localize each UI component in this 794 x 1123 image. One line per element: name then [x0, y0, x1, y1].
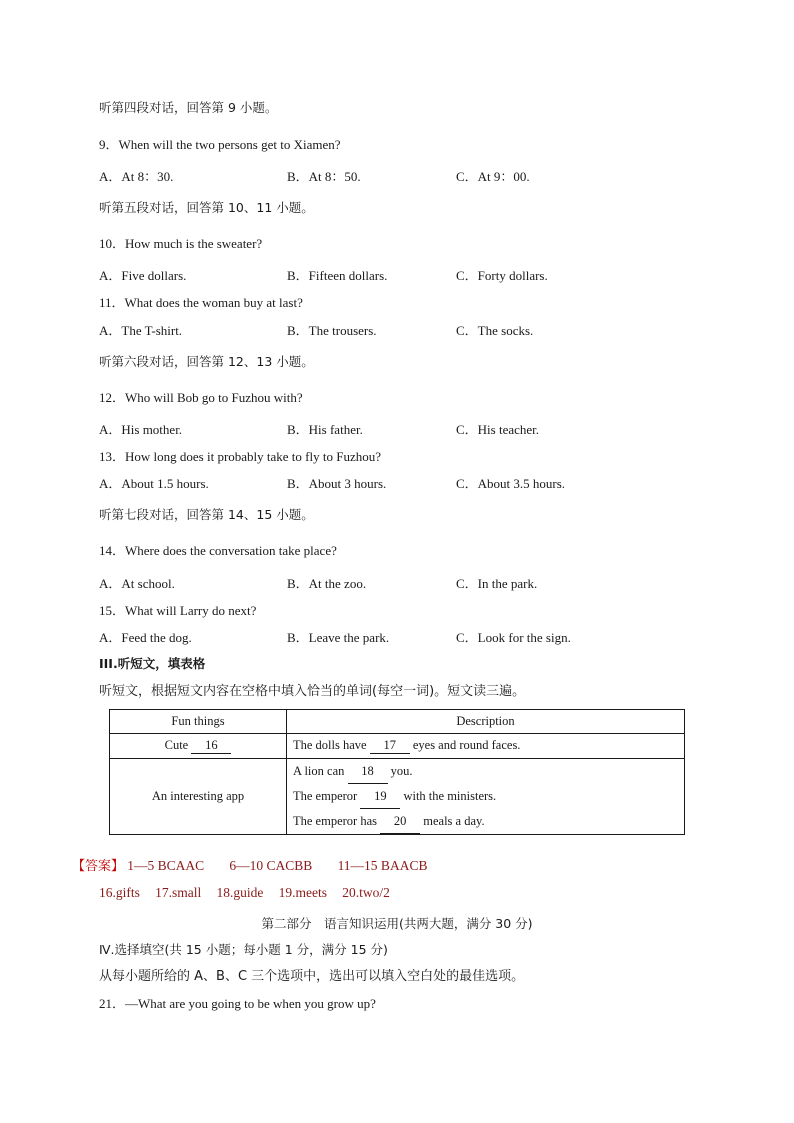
table-header-row [110, 710, 685, 734]
q10-option-a: A．Five dollars. [99, 268, 187, 283]
app-line-3-pre: The emperor has [293, 814, 377, 828]
q10-option-c: C．Forty dollars. [456, 268, 548, 283]
answer-16: 16.gifts [99, 885, 140, 900]
question-15: 15．What will Larry do next? [99, 603, 257, 618]
app-line-1 [293, 759, 678, 784]
table-row [110, 734, 685, 759]
dolls-text-post: eyes and round faces. [412, 738, 521, 752]
app-line-1-pre: A lion can [293, 764, 345, 778]
col-header-fun-things: Fun things [110, 710, 287, 734]
app-line-3-post: meals a day. [423, 814, 485, 828]
part4-instruction: 从每小题所给的 A、B、C 三个选项中，选出可以填入空白处的最佳选项。 [99, 969, 525, 984]
answer-20: 20.two/2 [342, 885, 390, 900]
q12-option-b: B．His father. [287, 422, 363, 437]
part2-title: 第二部分 语言知识运用(共两大题，满分 30 分) [261, 916, 533, 931]
part3-instruction: 听短文，根据短文内容在空格中填入恰当的单词(每空一词)。短文读三遍。 [99, 684, 526, 699]
cute-label: Cute [164, 738, 189, 752]
q13-option-b: B．About 3 hours. [287, 476, 387, 491]
q9-option-a: A．At 8：30. [99, 169, 174, 184]
q11-option-c: C．The socks. [456, 323, 534, 338]
blank-16: 16 [191, 738, 231, 754]
part3-title: III.听短文，填表格 [99, 656, 206, 671]
app-line-3 [293, 809, 678, 834]
question-21: 21．—What are you going to be when you grow up? [99, 996, 376, 1011]
question-10: 10．How much is the sweater? [99, 236, 263, 251]
q12-option-a: A．His mother. [99, 422, 183, 437]
q15-option-a: A．Feed the dog. [99, 630, 192, 645]
answer-17: 17.small [155, 885, 202, 900]
app-line-2 [293, 784, 678, 809]
q15-option-b: B．Leave the park. [287, 630, 390, 645]
blank-18: 18 [348, 759, 388, 784]
section-header-4: 听第四段对话，回答第 9 小题。 [99, 100, 278, 115]
section-header-5: 听第五段对话，回答第 10、11 小题。 [99, 200, 314, 215]
section-header-6: 听第六段对话，回答第 12、13 小题。 [99, 354, 314, 369]
blank-20: 20 [380, 809, 420, 834]
question-11: 11．What does the woman buy at last? [99, 295, 303, 310]
answer-18: 18.guide [216, 885, 264, 900]
q12-option-c: C．His teacher. [456, 422, 540, 437]
q10-option-b: B．Fifteen dollars. [287, 268, 388, 283]
q15-option-c: C．Look for the sign. [456, 630, 571, 645]
table-row [110, 759, 685, 835]
q14-option-b: B．At the zoo. [287, 576, 367, 591]
answer-group-1: 1—5 BCAAC [127, 858, 205, 873]
q9-option-c: C．At 9：00. [456, 169, 530, 184]
cell-app-description [287, 759, 685, 835]
blank-17: 17 [370, 738, 410, 754]
answer-line-1 [72, 858, 427, 875]
section-header-7: 听第七段对话，回答第 14、15 小题。 [99, 507, 314, 522]
question-9: 9．When will the two persons get to Xiamen? [99, 137, 341, 152]
app-line-1-post: you. [390, 764, 413, 778]
question-13: 13．How long does it probably take to fly to Fuzhou? [99, 449, 381, 464]
question-12: 12．Who will Bob go to Fuzhou with? [99, 390, 303, 405]
q11-option-b: B．The trousers. [287, 323, 377, 338]
answer-group-2: 6—10 CACBB [229, 858, 313, 873]
q9-option-b: B．At 8：50. [287, 169, 361, 184]
cell-interesting-app: An interesting app [110, 759, 287, 835]
answer-group-3: 11—15 BAACB [337, 858, 428, 873]
q13-option-a: A．About 1.5 hours. [99, 476, 209, 491]
app-line-2-pre: The emperor [293, 789, 358, 803]
app-line-2-post: with the ministers. [403, 789, 497, 803]
blank-19: 19 [360, 784, 400, 809]
q11-option-a: A．The T-shirt. [99, 323, 183, 338]
answer-tag: 【答案】 [72, 859, 125, 874]
q13-option-c: C．About 3.5 hours. [456, 476, 566, 491]
fill-in-table [109, 709, 685, 835]
cell-dolls-description [287, 734, 685, 759]
cell-cute [110, 734, 287, 759]
col-header-description: Description [287, 710, 685, 734]
q14-option-a: A．At school. [99, 576, 175, 591]
question-14: 14．Where does the conversation take place? [99, 543, 337, 558]
q14-option-c: C．In the park. [456, 576, 538, 591]
answer-19: 19.meets [278, 885, 328, 900]
part4-title: Ⅳ.选择填空(共 15 小题；每小题 1 分，满分 15 分) [99, 942, 388, 957]
dolls-text-pre: The dolls have [293, 738, 367, 752]
answer-line-2 [99, 885, 390, 901]
